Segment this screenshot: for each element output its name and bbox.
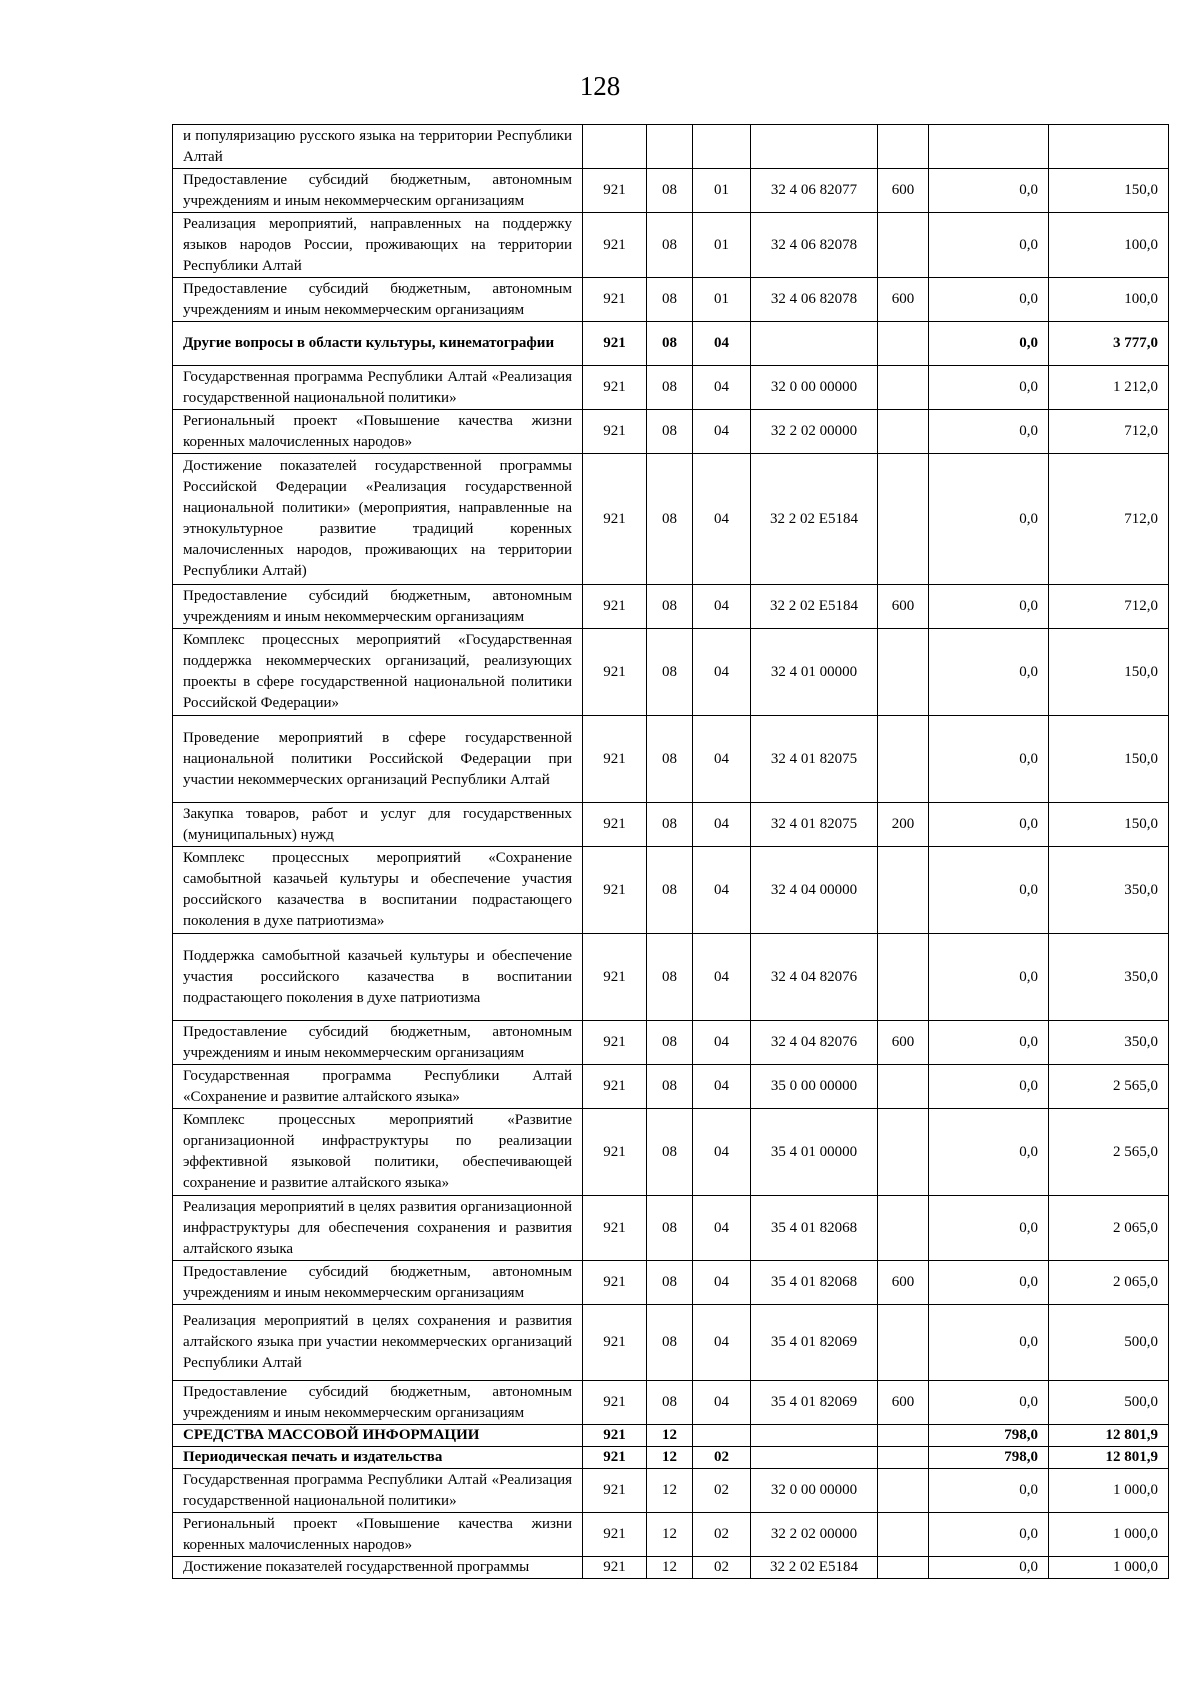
section-code-cell: 12 — [647, 1469, 693, 1513]
ministry-code-cell: 921 — [583, 1469, 647, 1513]
subsection-code-cell: 04 — [693, 1021, 751, 1065]
amount-cell-1: 0,0 — [929, 1196, 1049, 1261]
target-article-cell — [751, 1425, 878, 1447]
row-description: Комплекс процессных мероприятий «Сохранение самобытной казачьей культуры и обеспечение участия российского казачества в воспитании подрастающего поколения в духе патриотизма» — [173, 847, 583, 934]
amount-cell-1: 798,0 — [929, 1425, 1049, 1447]
target-article-cell: 35 0 00 00000 — [751, 1065, 878, 1109]
amount-cell-1: 0,0 — [929, 1469, 1049, 1513]
target-article-cell: 32 4 04 00000 — [751, 847, 878, 934]
target-article-cell: 32 2 02 E5184 — [751, 454, 878, 585]
amount-cell-1: 0,0 — [929, 169, 1049, 213]
expense-type-cell: 600 — [878, 1261, 929, 1305]
table-row — [173, 1065, 1169, 1109]
ministry-code-cell: 921 — [583, 1447, 647, 1469]
amount-cell-1: 0,0 — [929, 1305, 1049, 1381]
amount-cell-1: 0,0 — [929, 847, 1049, 934]
amount-cell-2: 150,0 — [1049, 629, 1169, 716]
target-article-cell: 35 4 01 00000 — [751, 1109, 878, 1196]
subsection-code-cell: 02 — [693, 1513, 751, 1557]
subsection-code-cell: 02 — [693, 1557, 751, 1579]
amount-cell-1: 0,0 — [929, 1557, 1049, 1579]
target-article-cell — [751, 322, 878, 366]
row-description: Государственная программа Республики Алтай «Реализация государственной национальной политики» — [173, 1469, 583, 1513]
expense-type-cell — [878, 366, 929, 410]
ministry-code-cell: 921 — [583, 1196, 647, 1261]
row-description: Государственная программа Республики Алтай «Реализация государственной национальной политики» — [173, 366, 583, 410]
subsection-code-cell: 01 — [693, 278, 751, 322]
row-description: Предоставление субсидий бюджетным, автономным учреждениям и иным некоммерческим организациям — [173, 1261, 583, 1305]
amount-cell-1: 0,0 — [929, 278, 1049, 322]
table-row — [173, 1109, 1169, 1196]
expense-type-cell — [878, 1196, 929, 1261]
target-article-cell: 32 4 06 82077 — [751, 169, 878, 213]
table-row — [173, 1513, 1169, 1557]
section-code-cell — [647, 125, 693, 169]
amount-cell-2: 1 000,0 — [1049, 1513, 1169, 1557]
row-description: Предоставление субсидий бюджетным, автономным учреждениям и иным некоммерческим организациям — [173, 585, 583, 629]
expense-type-cell — [878, 322, 929, 366]
ministry-code-cell: 921 — [583, 454, 647, 585]
row-description: Реализация мероприятий, направленных на поддержку языков народов России, проживающих на территории Республики Алтай — [173, 213, 583, 278]
row-description: Реализация мероприятий в целях развития организационной инфраструктуры для обеспечения сохранения и развития алтайского языка — [173, 1196, 583, 1261]
ministry-code-cell: 921 — [583, 322, 647, 366]
ministry-code-cell: 921 — [583, 278, 647, 322]
target-article-cell: 32 2 02 E5184 — [751, 585, 878, 629]
ministry-code-cell: 921 — [583, 803, 647, 847]
amount-cell-2: 2 065,0 — [1049, 1261, 1169, 1305]
section-code-cell: 08 — [647, 1109, 693, 1196]
row-description: Предоставление субсидий бюджетным, автономным учреждениям и иным некоммерческим организациям — [173, 1381, 583, 1425]
ministry-code-cell: 921 — [583, 1513, 647, 1557]
expense-type-cell: 600 — [878, 169, 929, 213]
ministry-code-cell: 921 — [583, 169, 647, 213]
subsection-code-cell: 04 — [693, 366, 751, 410]
expense-type-cell: 600 — [878, 1021, 929, 1065]
table-row — [173, 1469, 1169, 1513]
expense-type-cell — [878, 716, 929, 803]
expense-type-cell — [878, 629, 929, 716]
amount-cell-1: 0,0 — [929, 803, 1049, 847]
ministry-code-cell: 921 — [583, 1021, 647, 1065]
table-row — [173, 934, 1169, 1021]
amount-cell-1: 0,0 — [929, 716, 1049, 803]
target-article-cell: 32 4 04 82076 — [751, 934, 878, 1021]
subsection-code-cell: 01 — [693, 213, 751, 278]
section-code-cell: 08 — [647, 410, 693, 454]
subsection-code-cell: 04 — [693, 585, 751, 629]
target-article-cell: 32 4 06 82078 — [751, 213, 878, 278]
subsection-code-cell: 04 — [693, 454, 751, 585]
section-code-cell: 08 — [647, 934, 693, 1021]
section-code-cell: 12 — [647, 1425, 693, 1447]
ministry-code-cell: 921 — [583, 934, 647, 1021]
target-article-cell: 32 2 02 E5184 — [751, 1557, 878, 1579]
ministry-code-cell: 921 — [583, 1261, 647, 1305]
expense-type-cell: 600 — [878, 585, 929, 629]
subsection-code-cell: 04 — [693, 410, 751, 454]
ministry-code-cell: 921 — [583, 1065, 647, 1109]
expense-type-cell — [878, 847, 929, 934]
amount-cell-1: 0,0 — [929, 1021, 1049, 1065]
section-code-cell: 08 — [647, 169, 693, 213]
amount-cell-1: 0,0 — [929, 585, 1049, 629]
subsection-code-cell: 02 — [693, 1469, 751, 1513]
row-description: Предоставление субсидий бюджетным, автономным учреждениям и иным некоммерческим организациям — [173, 278, 583, 322]
target-article-cell: 35 4 01 82069 — [751, 1305, 878, 1381]
target-article-cell: 32 4 01 00000 — [751, 629, 878, 716]
amount-cell-2: 1 000,0 — [1049, 1469, 1169, 1513]
subsection-code-cell: 04 — [693, 1305, 751, 1381]
amount-cell-2: 712,0 — [1049, 410, 1169, 454]
section-code-cell: 08 — [647, 629, 693, 716]
section-code-cell: 08 — [647, 454, 693, 585]
ministry-code-cell — [583, 125, 647, 169]
ministry-code-cell: 921 — [583, 1305, 647, 1381]
amount-cell-2: 2 065,0 — [1049, 1196, 1169, 1261]
row-description: Предоставление субсидий бюджетным, автономным учреждениям и иным некоммерческим организациям — [173, 169, 583, 213]
expense-type-cell: 200 — [878, 803, 929, 847]
section-code-cell: 08 — [647, 213, 693, 278]
expense-type-cell — [878, 1425, 929, 1447]
table-row — [173, 454, 1169, 585]
row-description: Периодическая печать и издательства — [173, 1447, 583, 1469]
section-code-cell: 08 — [647, 1065, 693, 1109]
amount-cell-2: 350,0 — [1049, 847, 1169, 934]
table-row — [173, 629, 1169, 716]
section-code-cell: 12 — [647, 1447, 693, 1469]
target-article-cell: 35 4 01 82068 — [751, 1196, 878, 1261]
target-article-cell: 32 2 02 00000 — [751, 410, 878, 454]
page-number: 128 — [579, 71, 621, 101]
section-code-cell: 08 — [647, 322, 693, 366]
ministry-code-cell: 921 — [583, 1425, 647, 1447]
amount-cell-2: 500,0 — [1049, 1381, 1169, 1425]
subsection-code-cell — [693, 125, 751, 169]
subsection-code-cell: 04 — [693, 1196, 751, 1261]
ministry-code-cell: 921 — [583, 629, 647, 716]
amount-cell-1: 0,0 — [929, 213, 1049, 278]
expense-type-cell — [878, 1447, 929, 1469]
target-article-cell: 32 4 04 82076 — [751, 1021, 878, 1065]
target-article-cell: 32 4 01 82075 — [751, 716, 878, 803]
expense-type-cell — [878, 934, 929, 1021]
amount-cell-1: 0,0 — [929, 1513, 1049, 1557]
expense-type-cell — [878, 125, 929, 169]
table-body — [173, 125, 1169, 1579]
amount-cell-2 — [1049, 125, 1169, 169]
amount-cell-2: 712,0 — [1049, 454, 1169, 585]
table-row — [173, 169, 1169, 213]
target-article-cell: 35 4 01 82068 — [751, 1261, 878, 1305]
amount-cell-1: 798,0 — [929, 1447, 1049, 1469]
subsection-code-cell: 04 — [693, 934, 751, 1021]
expense-type-cell — [878, 1305, 929, 1381]
row-description: Другие вопросы в области культуры, кинематографии — [173, 322, 583, 366]
expense-type-cell — [878, 1513, 929, 1557]
ministry-code-cell: 921 — [583, 410, 647, 454]
amount-cell-2: 150,0 — [1049, 716, 1169, 803]
ministry-code-cell: 921 — [583, 585, 647, 629]
section-code-cell: 08 — [647, 847, 693, 934]
row-description: Реализация мероприятий в целях сохранения и развития алтайского языка при участии некоммерческих организаций Республики Алтай — [173, 1305, 583, 1381]
ministry-code-cell: 921 — [583, 1109, 647, 1196]
row-description: Комплекс процессных мероприятий «Государственная поддержка некоммерческих организаций, реализующих проекты в сфере государственной национальной политики Российской Федерации» — [173, 629, 583, 716]
table-row — [173, 716, 1169, 803]
table-row — [173, 125, 1169, 169]
amount-cell-2: 2 565,0 — [1049, 1109, 1169, 1196]
ministry-code-cell: 921 — [583, 1557, 647, 1579]
row-description: Достижение показателей государственной программы — [173, 1557, 583, 1579]
row-description: Предоставление субсидий бюджетным, автономным учреждениям и иным некоммерческим организациям — [173, 1021, 583, 1065]
row-description: Поддержка самобытной казачьей культуры и обеспечение участия российского казачества в воспитании подрастающего поколения в духе патриотизма — [173, 934, 583, 1021]
amount-cell-1: 0,0 — [929, 629, 1049, 716]
expense-type-cell: 600 — [878, 1381, 929, 1425]
subsection-code-cell — [693, 1425, 751, 1447]
amount-cell-2: 350,0 — [1049, 934, 1169, 1021]
amount-cell-2: 150,0 — [1049, 169, 1169, 213]
ministry-code-cell: 921 — [583, 716, 647, 803]
table-row — [173, 803, 1169, 847]
section-code-cell: 08 — [647, 366, 693, 410]
section-code-cell: 08 — [647, 1261, 693, 1305]
expense-type-cell — [878, 410, 929, 454]
ministry-code-cell: 921 — [583, 1381, 647, 1425]
section-code-cell: 08 — [647, 1381, 693, 1425]
section-code-cell: 08 — [647, 803, 693, 847]
table-row — [173, 213, 1169, 278]
section-code-cell: 08 — [647, 1305, 693, 1381]
section-code-cell: 12 — [647, 1557, 693, 1579]
table-row — [173, 1305, 1169, 1381]
row-description: Достижение показателей государственной программы Российской Федерации «Реализация государственной национальной политики» (мероприятия, направленные на этнокультурное развитие традиций коренных малочисленных народов, проживающих на территории Республики Алтай) — [173, 454, 583, 585]
amount-cell-2: 12 801,9 — [1049, 1447, 1169, 1469]
target-article-cell: 32 0 00 00000 — [751, 1469, 878, 1513]
ministry-code-cell: 921 — [583, 847, 647, 934]
amount-cell-1 — [929, 125, 1049, 169]
expense-type-cell: 600 — [878, 278, 929, 322]
table-row — [173, 585, 1169, 629]
row-description: Проведение мероприятий в сфере государственной национальной политики Российской Федерации при участии некоммерческих организаций Республики Алтай — [173, 716, 583, 803]
table-row — [173, 410, 1169, 454]
section-code-cell: 08 — [647, 716, 693, 803]
amount-cell-2: 100,0 — [1049, 213, 1169, 278]
amount-cell-1: 0,0 — [929, 410, 1049, 454]
subsection-code-cell: 04 — [693, 847, 751, 934]
subsection-code-cell: 04 — [693, 322, 751, 366]
table-row — [173, 1196, 1169, 1261]
amount-cell-2: 1 212,0 — [1049, 366, 1169, 410]
table-row — [173, 1021, 1169, 1065]
amount-cell-2: 712,0 — [1049, 585, 1169, 629]
subsection-code-cell: 04 — [693, 629, 751, 716]
subsection-code-cell: 04 — [693, 1065, 751, 1109]
amount-cell-2: 3 777,0 — [1049, 322, 1169, 366]
expense-type-cell — [878, 1557, 929, 1579]
subsection-code-cell: 04 — [693, 716, 751, 803]
amount-cell-2: 1 000,0 — [1049, 1557, 1169, 1579]
amount-cell-1: 0,0 — [929, 366, 1049, 410]
target-article-cell: 32 0 00 00000 — [751, 366, 878, 410]
amount-cell-2: 150,0 — [1049, 803, 1169, 847]
amount-cell-2: 350,0 — [1049, 1021, 1169, 1065]
expense-type-cell — [878, 1469, 929, 1513]
amount-cell-1: 0,0 — [929, 1065, 1049, 1109]
subsection-code-cell: 04 — [693, 1381, 751, 1425]
subsection-code-cell: 01 — [693, 169, 751, 213]
table-row — [173, 366, 1169, 410]
section-code-cell: 08 — [647, 1021, 693, 1065]
table-row — [173, 1557, 1169, 1579]
section-code-cell: 08 — [647, 585, 693, 629]
target-article-cell — [751, 125, 878, 169]
section-code-cell: 08 — [647, 278, 693, 322]
table-row — [173, 1447, 1169, 1469]
table-row — [173, 1425, 1169, 1447]
table-row — [173, 847, 1169, 934]
amount-cell-2: 500,0 — [1049, 1305, 1169, 1381]
row-description: Региональный проект «Повышение качества жизни коренных малочисленных народов» — [173, 410, 583, 454]
ministry-code-cell: 921 — [583, 213, 647, 278]
budget-table — [172, 124, 1169, 1579]
table-row — [173, 278, 1169, 322]
target-article-cell: 35 4 01 82069 — [751, 1381, 878, 1425]
subsection-code-cell: 02 — [693, 1447, 751, 1469]
row-description: Комплекс процессных мероприятий «Развитие организационной инфраструктуры по реализации эффективной языковой политики, обеспечивающей сохранение и развитие алтайского языка» — [173, 1109, 583, 1196]
section-code-cell: 08 — [647, 1196, 693, 1261]
table-row — [173, 1381, 1169, 1425]
expense-type-cell — [878, 454, 929, 585]
amount-cell-1: 0,0 — [929, 1261, 1049, 1305]
amount-cell-2: 100,0 — [1049, 278, 1169, 322]
amount-cell-1: 0,0 — [929, 1381, 1049, 1425]
subsection-code-cell: 04 — [693, 1261, 751, 1305]
expense-type-cell — [878, 213, 929, 278]
ministry-code-cell: 921 — [583, 366, 647, 410]
amount-cell-1: 0,0 — [929, 454, 1049, 585]
amount-cell-2: 2 565,0 — [1049, 1065, 1169, 1109]
target-article-cell: 32 4 06 82078 — [751, 278, 878, 322]
section-code-cell: 12 — [647, 1513, 693, 1557]
amount-cell-1: 0,0 — [929, 934, 1049, 1021]
subsection-code-cell: 04 — [693, 803, 751, 847]
amount-cell-1: 0,0 — [929, 322, 1049, 366]
expense-type-cell — [878, 1065, 929, 1109]
amount-cell-2: 12 801,9 — [1049, 1425, 1169, 1447]
row-description: и популяризацию русского языка на территории Республики Алтай — [173, 125, 583, 169]
expense-type-cell — [878, 1109, 929, 1196]
table-row — [173, 1261, 1169, 1305]
row-description: Региональный проект «Повышение качества жизни коренных малочисленных народов» — [173, 1513, 583, 1557]
target-article-cell: 32 2 02 00000 — [751, 1513, 878, 1557]
row-description: СРЕДСТВА МАССОВОЙ ИНФОРМАЦИИ — [173, 1425, 583, 1447]
row-description: Государственная программа Республики Алтай «Сохранение и развитие алтайского языка» — [173, 1065, 583, 1109]
amount-cell-1: 0,0 — [929, 1109, 1049, 1196]
table-row — [173, 322, 1169, 366]
target-article-cell: 32 4 01 82075 — [751, 803, 878, 847]
target-article-cell — [751, 1447, 878, 1469]
row-description: Закупка товаров, работ и услуг для государственных (муниципальных) нужд — [173, 803, 583, 847]
subsection-code-cell: 04 — [693, 1109, 751, 1196]
